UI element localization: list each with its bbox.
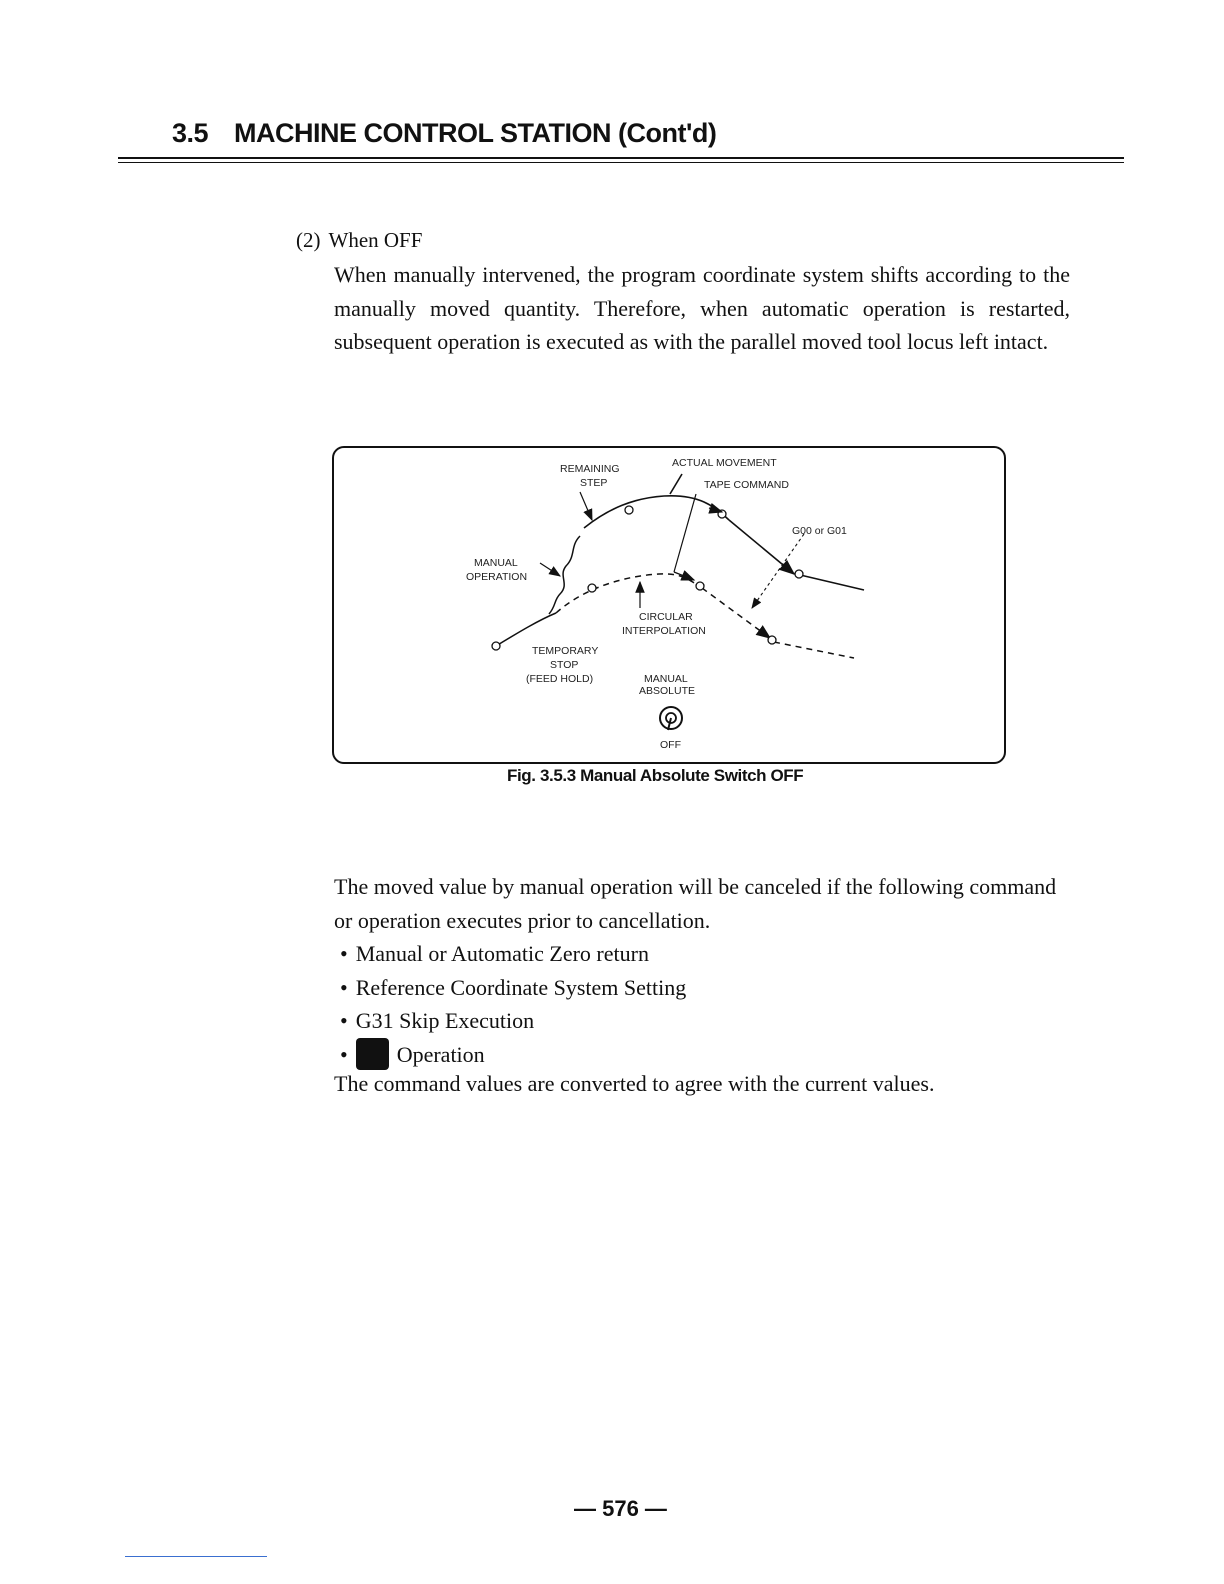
header-rule (118, 157, 1124, 159)
tape-path-dashed (556, 574, 696, 613)
section-title: MACHINE CONTROL STATION (Cont'd) (234, 118, 717, 148)
label-manual-absolute: MANUAL (644, 673, 688, 685)
figure-frame (332, 446, 1006, 764)
label-feed-hold: (FEED HOLD) (526, 673, 594, 685)
body-paragraph: The moved value by manual operation will be canceled if the following command or operation executes prior to cancellation. (334, 874, 1057, 933)
tape-path-dashed-line (774, 642, 854, 658)
header-rule-thin (118, 162, 1124, 163)
label-remaining-step: REMAINING (560, 463, 620, 475)
label-tape-command: TAPE COMMAND (704, 479, 789, 491)
section-heading (172, 118, 716, 149)
list-item: • Reference Coordinate System Setting (340, 974, 687, 1000)
tape-path-dashed-down (702, 588, 770, 638)
reset-key-icon (356, 1038, 389, 1070)
label-switch-off: OFF (660, 739, 681, 751)
item-heading (296, 228, 422, 253)
manual-move-wavy (549, 536, 580, 614)
label-absolute: ABSOLUTE (639, 685, 696, 697)
item-title: When OFF (328, 228, 423, 252)
leader-remaining (580, 492, 592, 520)
footer-line (125, 1556, 267, 1557)
leader-manual-op (540, 563, 560, 576)
point-marker (795, 570, 803, 578)
figure-caption: Fig. 3.5.3 Manual Absolute Switch OFF (507, 766, 804, 785)
point-marker (492, 642, 500, 650)
point-marker (696, 582, 704, 590)
item-number: (2) (296, 228, 321, 252)
label-temporary: TEMPORARY (532, 645, 599, 657)
list-item: • G31 Skip Execution (340, 1008, 535, 1033)
section-number: 3.5 (172, 118, 209, 148)
label-manual-operation-2: OPERATION (466, 571, 528, 583)
label-circular: CIRCULAR (639, 611, 693, 623)
point-marker (588, 584, 596, 592)
tool-path-diagram (334, 448, 1004, 762)
actual-path-line (796, 574, 864, 590)
label-interpolation: INTERPOLATION (622, 625, 706, 637)
tape-path (496, 613, 556, 646)
actual-path (584, 496, 729, 528)
point-marker (625, 506, 633, 514)
tape-arrow (674, 572, 694, 580)
label-g-codes: G00 or G01 (792, 525, 847, 537)
leader-actual (670, 474, 682, 494)
label-manual-operation: MANUAL (474, 557, 518, 569)
rotary-switch-icon (660, 707, 682, 730)
point-marker (768, 636, 776, 644)
list-item: • Operation (340, 1038, 686, 1072)
leader-tape (674, 494, 696, 572)
bullet-list (340, 937, 686, 1071)
label-stop: STOP (550, 659, 579, 671)
label-remaining-step-2: STEP (580, 477, 608, 489)
actual-path-down (729, 520, 794, 574)
page-number: — 576 — (574, 1496, 667, 1521)
list-item: • Manual or Automatic Zero return (340, 941, 649, 966)
item-paragraph: When manually intervened, the program coordinate system shifts according to the manually moved quantity. Therefore, when automatic operation is restarted, subsequent operation is executed as with the parallel moved tool locus left intact. (334, 262, 1070, 354)
label-actual-movement: ACTUAL MOVEMENT (672, 457, 777, 469)
conclusion-paragraph: The command values are converted to agree with the current values. (334, 1071, 935, 1096)
